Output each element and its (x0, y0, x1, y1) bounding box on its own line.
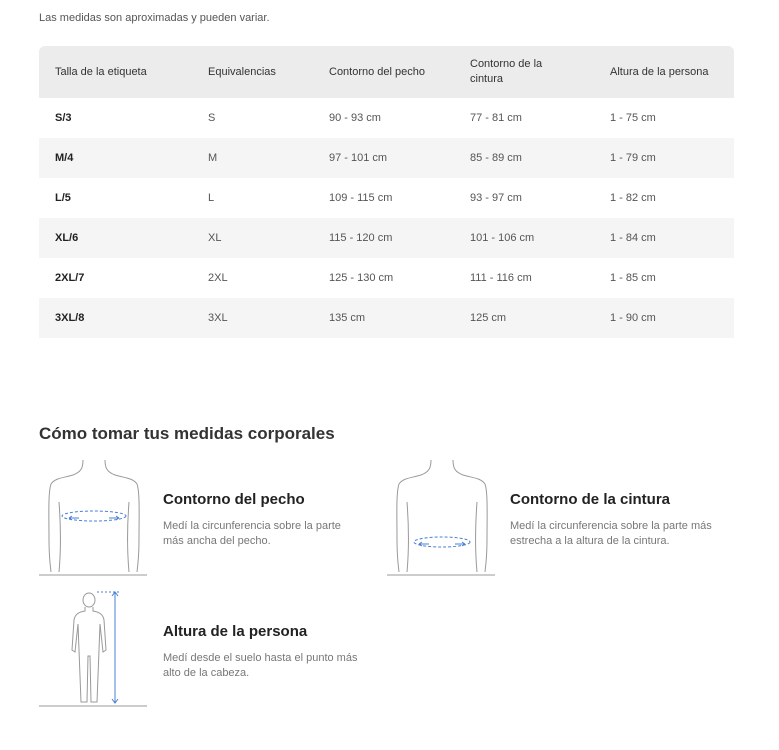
cell-size: S/3 (55, 112, 72, 124)
waist-desc: Medí la circunferencia sobre la parte más estrecha a la altura de la cintura. (510, 520, 712, 547)
full-body-height-icon (39, 590, 149, 712)
cell-height: 1 - 85 cm (610, 272, 656, 284)
measure-chest (39, 458, 359, 578)
cell-equivalence: XL (208, 232, 222, 244)
cell-size: M/4 (55, 152, 74, 164)
table-header-row (39, 46, 734, 98)
torso-waist-icon (387, 458, 497, 578)
table-row (39, 178, 734, 218)
cell-waist: 85 - 89 cm (470, 152, 522, 164)
cell-waist: 77 - 81 cm (470, 112, 522, 124)
measure-waist (387, 458, 727, 578)
height-desc: Medí desde el suelo hasta el punto más alto de la cabeza. (163, 652, 358, 679)
table-row (39, 138, 734, 178)
cell-height: 1 - 84 cm (610, 232, 656, 244)
table-row (39, 298, 734, 338)
cell-chest: 135 cm (329, 312, 366, 324)
cell-equivalence: L (208, 192, 215, 204)
cell-equivalence: 2XL (208, 272, 228, 284)
cell-chest: 90 - 93 cm (329, 112, 381, 124)
cell-equivalence: M (208, 152, 218, 164)
chest-title: Contorno del pecho (163, 491, 305, 508)
header-chest: Contorno del pecho (329, 65, 426, 78)
cell-size: 2XL/7 (55, 272, 85, 284)
cell-equivalence: S (208, 112, 216, 124)
header-waist: Contorno de la cintura (470, 58, 543, 85)
height-title: Altura de la persona (163, 623, 308, 640)
torso-chest-icon (39, 458, 149, 578)
cell-chest: 115 - 120 cm (329, 232, 393, 244)
header-label-size: Talla de la etiqueta (55, 65, 147, 78)
cell-height: 1 - 75 cm (610, 112, 656, 124)
cell-chest: 97 - 101 cm (329, 152, 388, 164)
cell-chest: 109 - 115 cm (329, 192, 393, 204)
cell-waist: 93 - 97 cm (470, 192, 522, 204)
cell-size: XL/6 (55, 232, 79, 244)
chest-desc: Medí la circunferencia sobre la parte más ancha del pecho. (163, 520, 341, 547)
cell-height: 1 - 79 cm (610, 152, 656, 164)
measure-height (39, 590, 359, 712)
header-equivalences: Equivalencias (208, 65, 276, 78)
table-row (39, 218, 734, 258)
cell-waist: 111 - 116 cm (470, 272, 532, 284)
cell-height: 1 - 90 cm (610, 312, 656, 324)
table-row (39, 258, 734, 298)
cell-size: 3XL/8 (55, 312, 85, 324)
cell-size: L/5 (55, 192, 71, 204)
header-height: Altura de la persona (610, 65, 709, 78)
cell-waist: 125 cm (470, 312, 507, 324)
cell-height: 1 - 82 cm (610, 192, 656, 204)
waist-title: Contorno de la cintura (510, 491, 671, 508)
cell-equivalence: 3XL (208, 312, 228, 324)
cell-chest: 125 - 130 cm (329, 272, 394, 284)
size-table (39, 46, 734, 338)
howto-title: Cómo tomar tus medidas corporales (39, 424, 335, 443)
table-row (39, 98, 734, 138)
disclaimer-note: Las medidas son aproximadas y pueden variar. (39, 12, 270, 24)
cell-waist: 101 - 106 cm (470, 232, 535, 244)
